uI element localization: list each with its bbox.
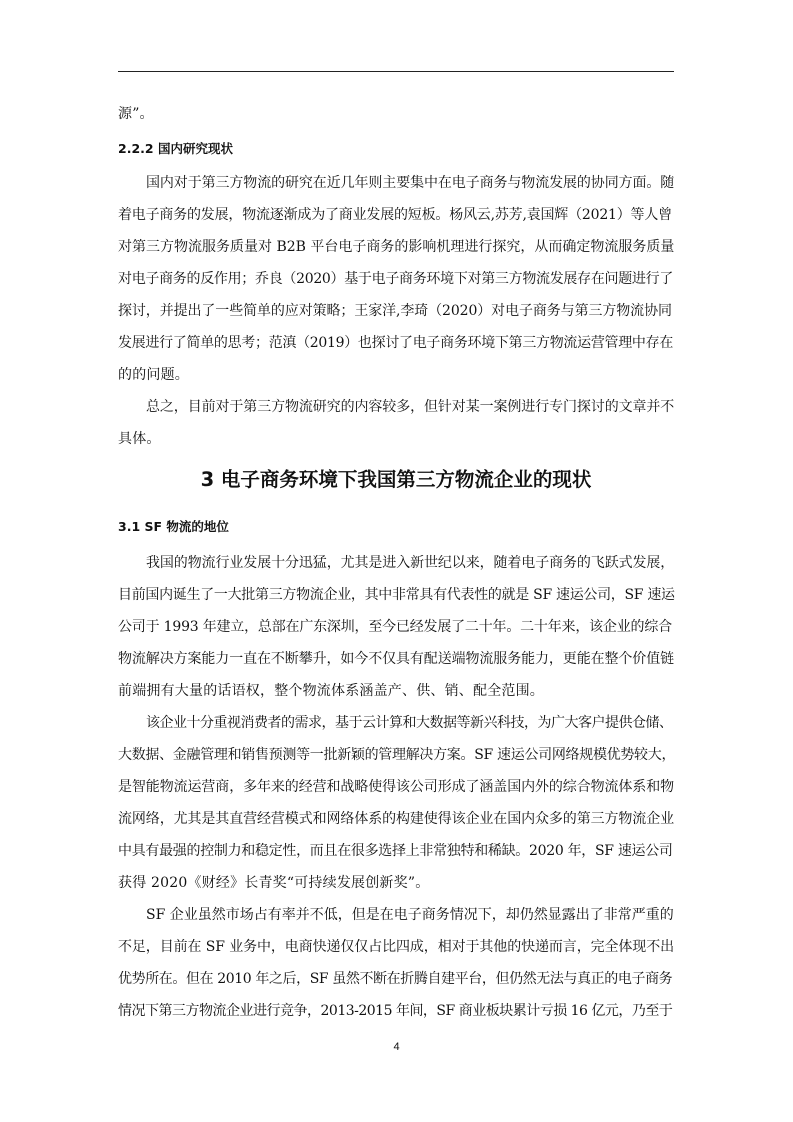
section-heading-2-2-2: 2.2.2 国内研究现状 xyxy=(118,141,233,156)
paragraph-line: 优势所在。但在 2010 年之后，SF 虽然不断在折腾自建平台，但仍然无法与真正的电子商务 xyxy=(118,971,673,987)
paragraph-line: 着电子商务的发展，物流逐渐成为了商业发展的短板。杨风云,苏芳,袁国辉（2021）等人曾 xyxy=(118,207,672,223)
paragraph-line: 国内对于第三方物流的研究在近几年则主要集中在电子商务与物流发展的协同方面。随 xyxy=(146,175,675,191)
paragraph-line: 公司于 1993 年建立，总部在广东深圳，至今已经发展了二十年。二十年来，该企业的综合 xyxy=(118,619,672,635)
paragraph-line: 物流解决方案能力一直在不断攀升，如今不仅具有配送端物流服务能力，更能在整个价值链 xyxy=(118,651,674,667)
paragraph-line: 我国的物流行业发展十分迅猛，尤其是进入新世纪以来，随着电子商务的飞跃式发展， xyxy=(146,555,675,571)
paragraph-line: 前端拥有大量的话语权，整个物流体系涵盖产、供、销、配全范围。 xyxy=(118,683,544,699)
paragraph-line: 源”。 xyxy=(118,106,154,122)
paragraph-line: 是智能物流运营商，多年来的经营和战略使得该公司形成了涵盖国内外的综合物流体系和物 xyxy=(118,779,674,795)
paragraph-line: 对第三方物流服务质量对 B2B 平台电子商务的影响机理进行探究，从而确定物流服务质量 xyxy=(118,239,675,255)
paragraph-line: 探讨，并提出了一些简单的应对策略；王家洋,李琦（2020）对电子商务与第三方物流协同 xyxy=(118,303,672,319)
paragraph-line: 对电子商务的反作用；乔良（2020）基于电子商务环境下对第三方物流发展存在问题进行了 xyxy=(118,271,674,287)
header-rule xyxy=(118,71,674,72)
paragraph-line: SF 企业虽然市场占有率并不低，但是在电子商务情况下，却仍然显露出了非常严重的 xyxy=(146,907,674,923)
paragraph-line: 流网络，尤其是其直营经营模式和网络体系的构建使得该企业在国内众多的第三方物流企业 xyxy=(118,811,674,827)
paragraph-line: 具体。 xyxy=(118,431,161,447)
paragraph-line: 中具有最强的控制力和稳定性，而且在很多选择上非常独特和稀缺。2020 年，SF 速运公司 xyxy=(118,843,673,859)
chapter-heading-3: 3 电子商务环境下我国第三方物流企业的现状 xyxy=(200,468,592,491)
paragraph-line: 情况下第三方物流企业进行竞争，2013-2015 年间，SF 商业板块累计亏损 16 亿元，乃至于 xyxy=(118,1003,673,1019)
paragraph-line: 不足，目前在 SF 业务中，电商快递仅仅占比四成，相对于其他的快递而言，完全体现不出 xyxy=(118,939,675,955)
section-heading-3-1: 3.1 SF 物流的地位 xyxy=(118,519,229,534)
paragraph-line: 该企业十分重视消费者的需求，基于云计算和大数据等新兴科技，为广大客户提供仓储、 xyxy=(146,715,673,731)
paragraph-line: 的的问题。 xyxy=(118,367,189,383)
paragraph-line: 获得 2020《财经》长青奖“可持续发展创新奖”。 xyxy=(118,875,430,891)
paragraph-line: 发展进行了简单的思考；范滇（2019）也探讨了电子商务环境下第三方物流运营管理中存在 xyxy=(118,335,674,351)
paragraph-line: 目前国内诞生了一大批第三方物流企业，其中非常具有代表性的就是 SF 速运公司，SF 速运 xyxy=(118,587,675,603)
paragraph-line: 总之，目前对于第三方物流研究的内容较多，但针对某一案例进行专门探讨的文章并不 xyxy=(146,399,675,415)
page-number: 4 xyxy=(393,1041,400,1053)
paragraph-line: 大数据、金融管理和销售预测等一批新颖的管理解决方案。SF 速运公司网络规模优势较大， xyxy=(118,747,676,763)
